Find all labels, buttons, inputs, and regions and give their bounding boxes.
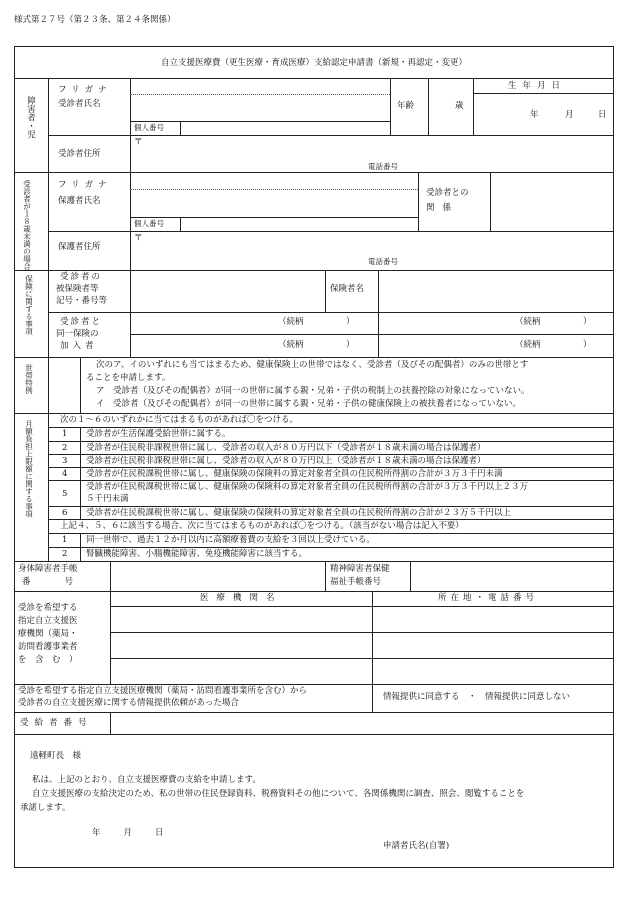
patient-postal-mark: 〒 — [134, 137, 143, 147]
guardian-relation-label: 受診者との — [426, 188, 469, 198]
seishin-techo-label: 精神障害者保健 — [330, 564, 390, 574]
monthly-no-3: 3 — [62, 456, 68, 466]
monthly-no-1: 1 — [62, 429, 68, 439]
age-label: 年齢 — [397, 101, 415, 111]
household-section-label: 世帯特例 — [24, 364, 34, 394]
patient-address-label: 受診者住所 — [58, 149, 101, 159]
monthly-extra-item-2: 腎臓機能障害、小腸機能障害、免疫機能障害に該当する。 — [86, 549, 308, 559]
date-line: 年 月 日 — [92, 828, 166, 838]
monthly-item-4: 受診者が住民税課税世帯に属し、健康保険の保険料の算定対象者全員の住民税所得割の合計が３万３千円未満 — [86, 469, 503, 479]
addressee: 遠軽町長 様 — [30, 751, 82, 761]
monthly-item-5: 受診者が住民税課税世帯に属し、健康保険の保険料の算定対象者全員の住民税所得割の合計が３万３千円以上２３万 — [86, 482, 529, 492]
signature-label: 申請者氏名(自署) — [383, 841, 450, 851]
monthly-no-5: 5 — [62, 489, 68, 499]
col-institution-name: 医療機関名 — [200, 593, 283, 603]
insured-label-3: 記号・番号等 — [56, 296, 108, 306]
consent-line-2: 受診者の自立支援医療に関する情報提供依頼があった場合 — [18, 698, 239, 708]
guardian-furigana-label: フリガナ — [58, 180, 112, 190]
monthly-item-6: 受診者が住民税課税世帯に属し、健康保険の保険料の算定対象者全員の住民税所得割の合計が２３万５千円以上 — [86, 508, 512, 518]
guardian-kojin-label: 個人番号 — [134, 219, 164, 228]
dob-label: 生年月日 — [508, 81, 567, 91]
patient-furigana-label: フリガナ — [58, 85, 112, 95]
body-line-2: 自立支援医療の支給決定のため、私の世帯の住民登録資料、税務資料その他について、各関係機関に調査、照会、閲覧することを — [32, 789, 525, 799]
medical-label-2: 指定自立支援医 — [18, 616, 78, 626]
monthly-extra-no-1: 1 — [62, 535, 68, 545]
guardian-relation-label-2: 関係 — [426, 203, 460, 213]
col-address-phone: 所在地・電話番号 — [438, 593, 539, 603]
medical-label-1: 受診を希望する — [18, 603, 78, 613]
monthly-no-2: 2 — [62, 443, 68, 453]
patient-phone-label: 電話番号 — [368, 162, 398, 171]
monthly-section-label: 月額負担上限額に関する事項 — [24, 420, 34, 518]
guardian-postal-mark: 〒 — [134, 233, 143, 243]
form-title: 自立支援医療費（更生医療・育成医療）支給認定申請書（新規・再認定・変更） — [160, 58, 467, 68]
dob-month: 月 — [565, 110, 574, 120]
monthly-no-4: 4 — [62, 469, 68, 479]
monthly-item-1: 受診者が生活保護受給世帯に属する。 — [86, 429, 231, 439]
zokugara-4: （続柄 ） — [515, 340, 592, 350]
medical-label-4: 訪問看護事業者 — [18, 642, 78, 652]
guardian-address-label: 保護者住所 — [58, 242, 101, 252]
shintai-techo-label: 身体障害者手帳 — [18, 564, 78, 574]
form-number: 様式第２７号（第２３条、第２４条関係） — [14, 15, 176, 25]
same-insurance-label-1: 受診者と — [60, 317, 103, 327]
age-unit: 歳 — [455, 101, 464, 111]
patient-name-label: 受診者氏名 — [58, 99, 101, 109]
monthly-extra-no-2: 2 — [62, 549, 68, 559]
monthly-item-3: 受診者が住民税非課税世帯に属し、受診者の収入が８０万円以上（受診者が１８歳未満の場合は保護者） — [86, 456, 486, 466]
insured-label-1: 受診者の — [60, 272, 103, 282]
insured-label-2: 被保険者等 — [56, 284, 99, 294]
body-line-1: 私は、上記のとおり、自立支援医療費の支給を申請します。 — [32, 775, 261, 785]
monthly-item-5-cont: ５千円未満 — [86, 494, 129, 504]
monthly-extra-item-1: 同一世帯で、過去１２か月以内に高額療養費の支給を３回以上受けている。 — [86, 535, 375, 545]
seishin-techo-label-2: 福祉手帳番号 — [330, 577, 382, 587]
household-line-4: イ 受診者（及びその配偶者）が同一の世帯に属する親・兄弟・子供の健康保険上の被扶養者になっていない。 — [96, 399, 522, 409]
insurance-section-label: 保険に関する事項 — [24, 275, 34, 335]
patient-kojin-label: 個人番号 — [134, 123, 164, 132]
monthly-item-2: 受診者が住民税非課税世帯に属し、受診者の収入が８０万円以下（受診者が１８歳未満の場合は保護者） — [86, 443, 486, 453]
same-insurance-label-2: 同一保険の — [56, 329, 99, 339]
monthly-intro: 次の１～６のいずれかに当てはまるものがあれば〇をつける。 — [60, 415, 299, 425]
zokugara-1: （続柄 ） — [278, 317, 355, 327]
consent-line-1: 受診を希望する指定自立支援医療機関（薬局・訪問看護事業所を含む）から — [18, 686, 308, 696]
guardian-phone-label: 電話番号 — [368, 257, 398, 266]
dob-day: 日 — [598, 110, 607, 120]
shintai-techo-label-2: 番 号 — [22, 577, 74, 587]
consent-options[interactable]: 情報提供に同意する ・ 情報提供に同意しない — [383, 692, 571, 702]
body-line-3: 承諾します。 — [20, 803, 71, 813]
household-line-3: ア 受診者（及びその配偶者）が同一の世帯に属する親・兄弟・子供の税制上の扶養控除の対象になっていない。 — [96, 386, 530, 396]
recipient-number-label: 受給者番号 — [20, 718, 93, 728]
monthly-no-6: 6 — [62, 508, 68, 518]
medical-label-3: 療機関（薬局・ — [18, 629, 78, 639]
household-line-1: 次のア、イのいずれにも当てはまるため、健康保険上の世帯ではなく、受診者（及びその配偶者）のみの世帯とす — [96, 360, 529, 370]
guardian-name-label: 保護者氏名 — [58, 196, 101, 206]
insurer-label: 保険者名 — [330, 284, 365, 294]
zokugara-2: （続柄 ） — [515, 317, 592, 327]
household-line-2: ることを申請します。 — [86, 373, 171, 383]
zokugara-3: （続柄 ） — [278, 340, 355, 350]
same-insurance-label-3: 加入者 — [60, 341, 98, 351]
patient-section-label: 障害者・児 — [25, 96, 36, 139]
monthly-intro-2: 上記４、５、６に該当する場合、次に当てはまるものがあれば〇をつける。（該当がない場合は記入不要） — [60, 521, 464, 531]
medical-label-5: を 含 む ） — [18, 655, 78, 665]
guardian-section-label: 受診者が１８歳未満の場合 — [22, 180, 32, 270]
dob-year: 年 — [530, 110, 539, 120]
